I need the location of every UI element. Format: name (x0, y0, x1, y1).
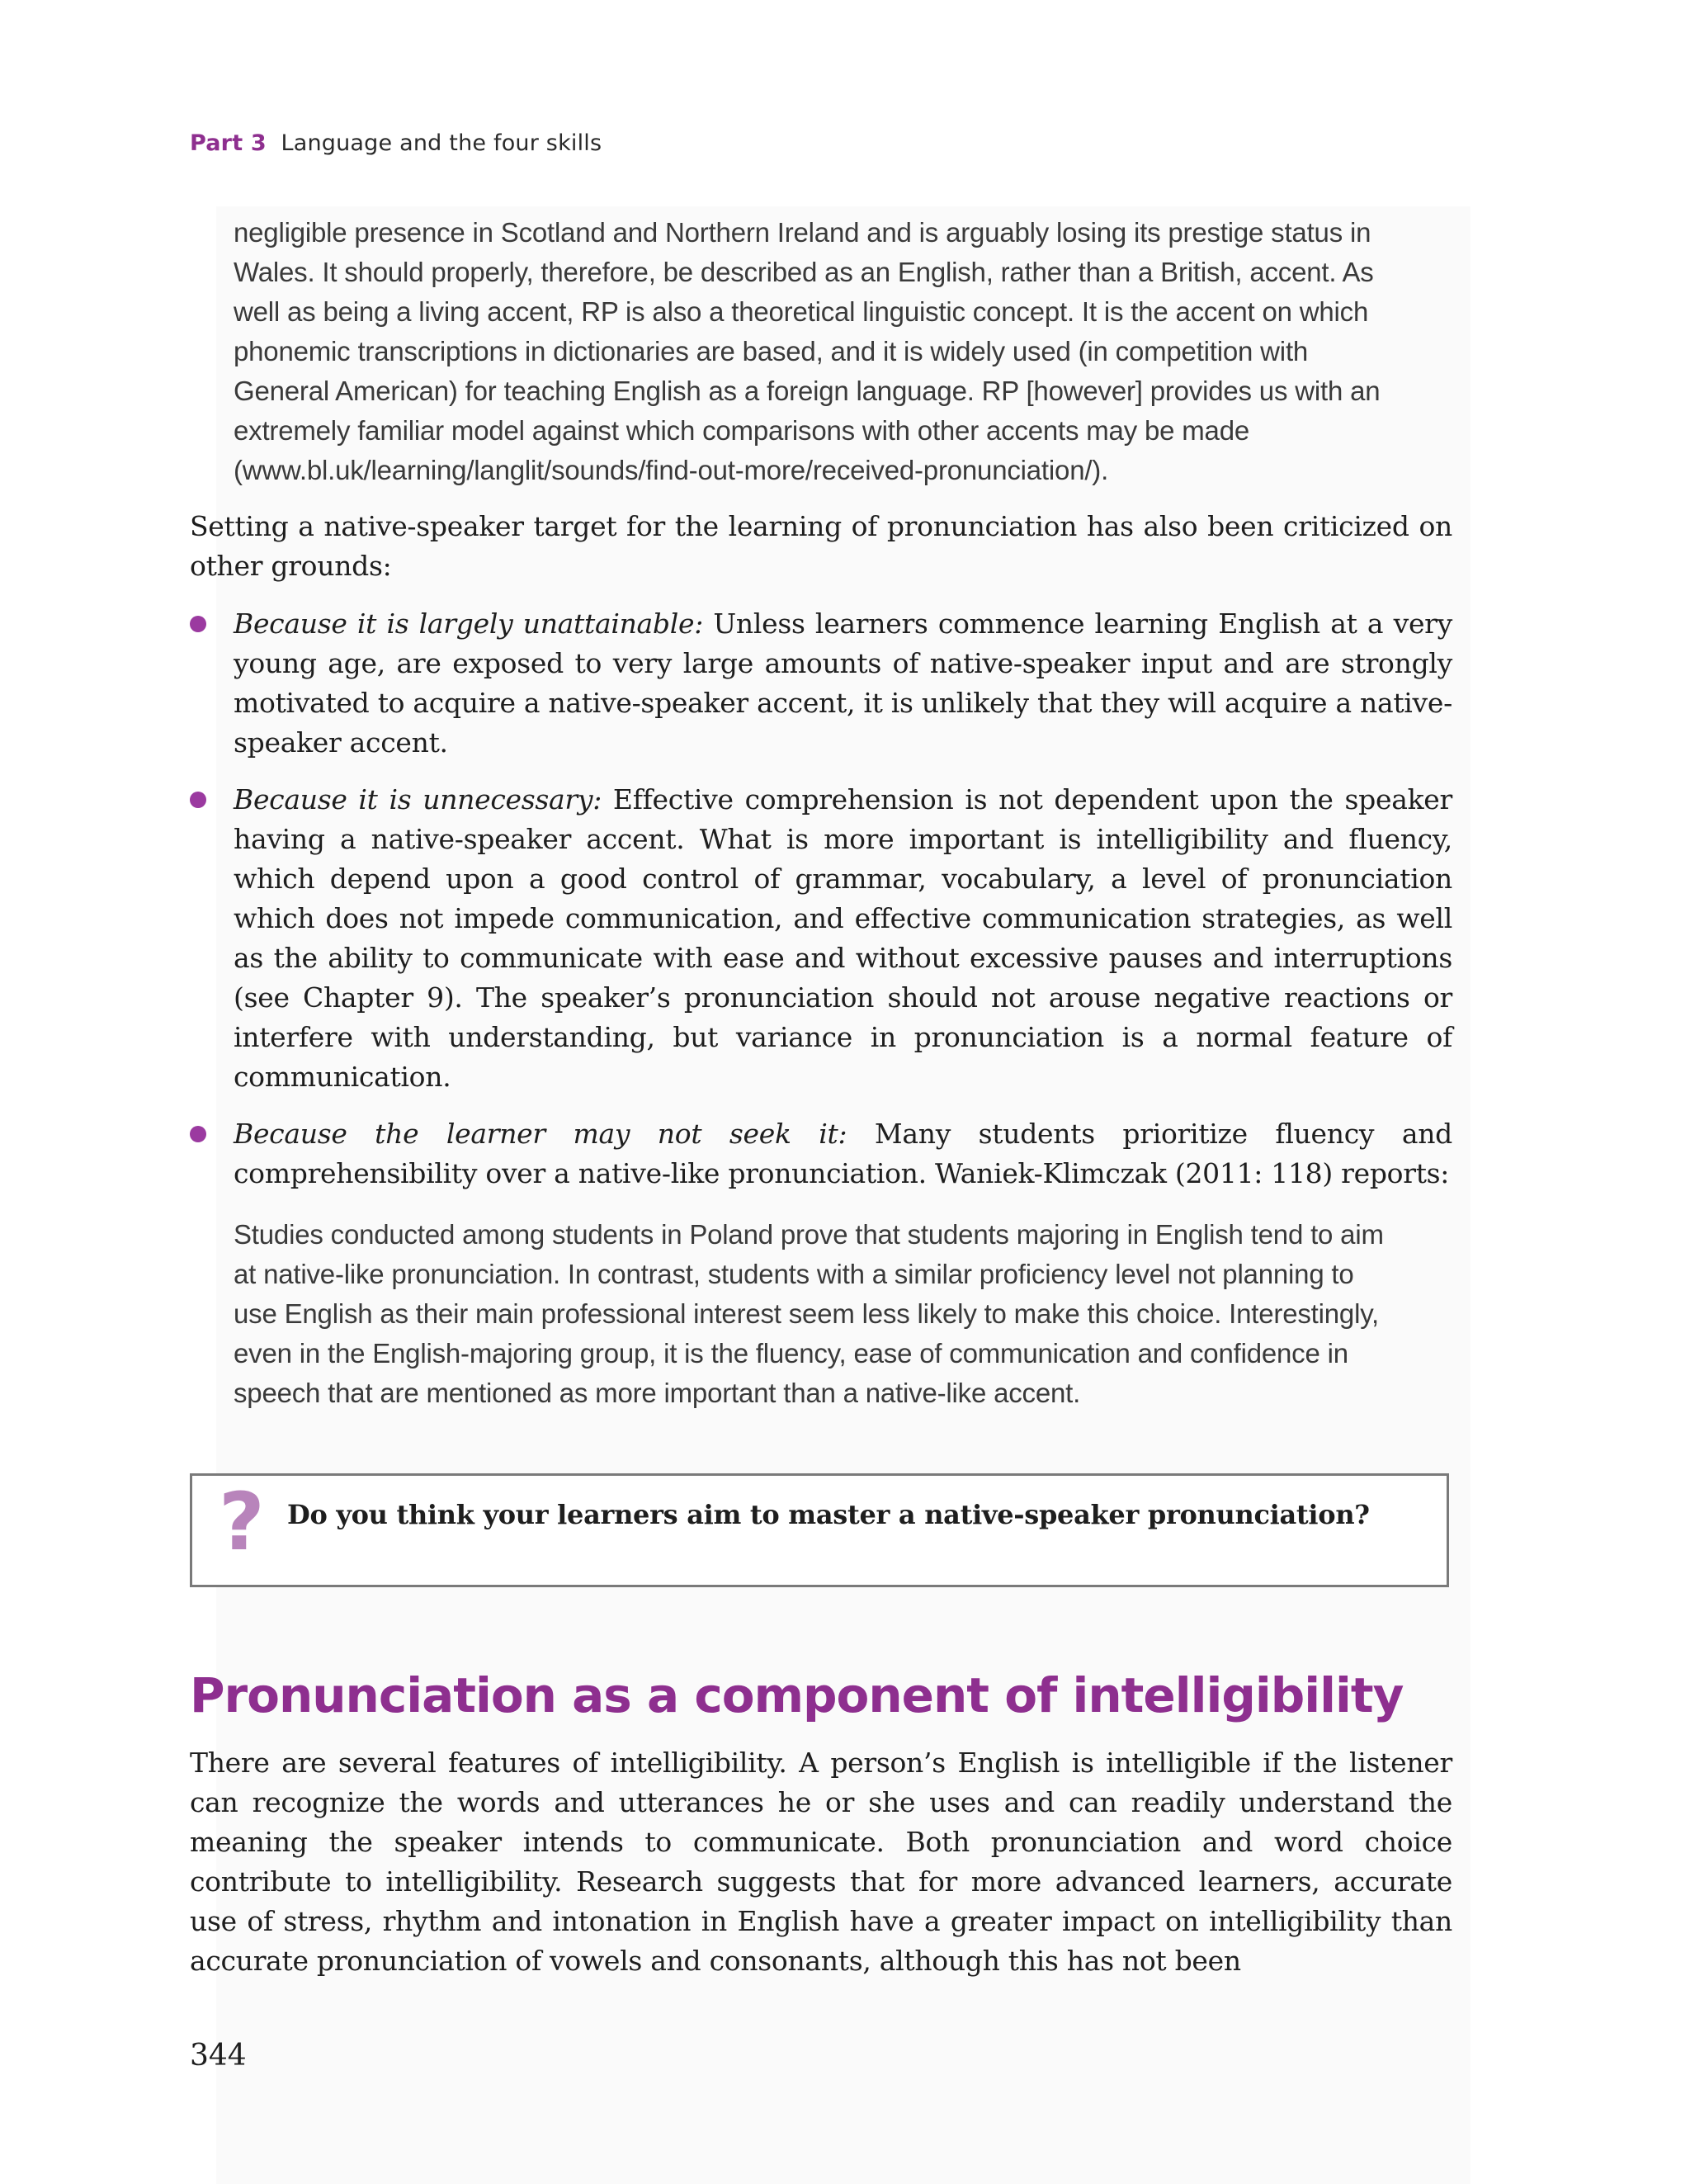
bullet-text (234, 1114, 1452, 1194)
part-label: Part 3 (190, 130, 267, 156)
bullet-body: Many students prioritize fluency and comprehensibility over a native-like pronunciation. Waniek-Klimczak (2011: 118) reports: (234, 1118, 1452, 1189)
part-title: Language and the four skills (281, 130, 602, 156)
reflection-question: Do you think your learners aim to master a native-speaker pronunciation? (287, 1499, 1370, 1530)
section-paragraph: There are several features of intelligibility. A person’s English is intelligible if the listener can recognize the words and utterances he or she uses and can readily understand the meaning the speaker intends to communicate. Both pronunciation and word choice contribute to intelligibility. Research suggests that for more advanced learners, accurate use of stress, rhythm and intonation in English have a greater impact on intelligibility than accurate pronunciation of vowels and consonants, although this has not been (190, 1747, 1452, 1977)
bullet-item-unnecessary (190, 780, 1452, 1097)
bullet-item-unattainable (190, 604, 1452, 763)
running-head (190, 130, 602, 156)
bullet-body: Effective comprehension is not dependent upon the speaker having a native-speaker accent. What is more important is intelligibility and fluency, which depend upon a good control of grammar, vocabulary, a level of pronunciation which does not impede communication, and effective communication strategies, as well as the ability to communicate with ease and without excessive pauses and interruptions (see Chapter 9). The speaker’s pronunciation should not arouse negative reactions or interfere with understanding, but variance in pronunciation is a normal feature of communication. (234, 783, 1452, 1093)
question-mark-icon: ? (219, 1476, 265, 1568)
bullet-text (234, 780, 1452, 1097)
bullet-item-not-sought (190, 1114, 1452, 1194)
block-quote-poland: Studies conducted among students in Poland prove that students majoring in English tend to aim at native-like pronunciation. In contrast, students with a similar proficiency level not planning to use English as their main professional interest seem less likely to make this choice. Interestingly, even in the English-majoring group, it is the fluency, ease of communication and confidence in speech that are mentioned as more important than a native-like accent. (234, 1219, 1384, 1408)
bullet-text (234, 604, 1452, 763)
bullet-dot-icon (190, 792, 206, 808)
bullet-body: Unless learners commence learning English at a very young age, are exposed to very large amounts of native-speaker input and are strongly motivated to acquire a native-speaker accent, it is unlikely that they will acquire a native-speaker accent. (234, 607, 1452, 759)
reflection-question-box (190, 1473, 1449, 1587)
bullet-dot-icon (190, 616, 206, 632)
bullet-lead: Because it is unnecessary: (234, 783, 602, 815)
bullet-dot-icon (190, 1126, 206, 1142)
page-number: 344 (190, 2039, 247, 2073)
intro-paragraph: Setting a native-speaker target for the learning of pronunciation has also been criticized on other grounds: (190, 510, 1452, 582)
bullet-lead: Because it is largely unattainable: (234, 607, 704, 640)
section-heading: Pronunciation as a component of intelligibility (190, 1667, 1404, 1723)
bullet-lead: Because the learner may not seek it: (234, 1118, 847, 1150)
block-quote-rp: negligible presence in Scotland and Northern Ireland and is arguably losing its prestige status in Wales. It should properly, therefore, be described as an English, rather than a British, accent. As well as being a living accent, RP is also a theoretical linguistic concept. It is the accent on which phonemic transcriptions in dictionaries are based, and it is widely used (in competition with General American) for teaching English as a foreign language. RP [however] provides us with an extremely familiar model against which comparisons with other accents may be made (www.bl.uk/learning/langlit/sounds/find-out-more/received-pronunciation/). (234, 217, 1381, 485)
